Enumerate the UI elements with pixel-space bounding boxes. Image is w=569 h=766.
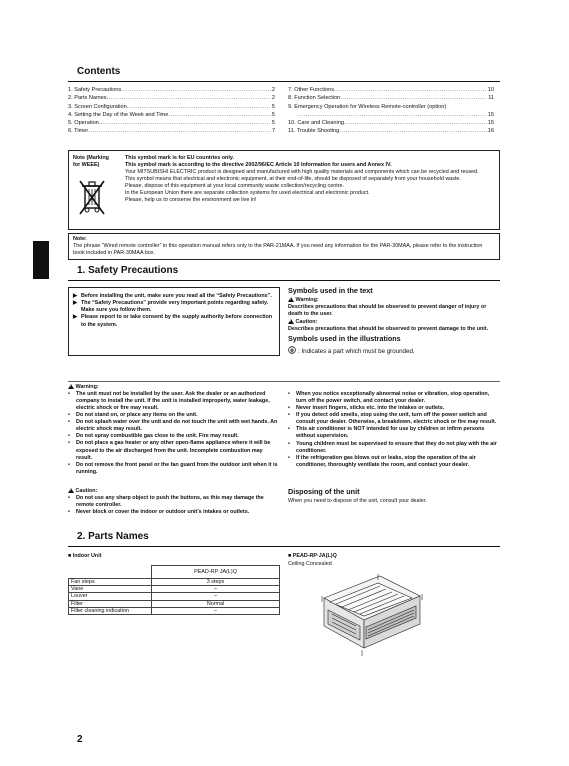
weee-label: Note (Marking for WEEE) bbox=[73, 155, 109, 168]
toc-left bbox=[68, 86, 275, 136]
list-item: • Do not place a gas heater or any other open-flame appliance where it will be exposed to the air discharged from the unit. Incomplete combustion may result. bbox=[68, 440, 271, 461]
disposing-section bbox=[288, 488, 498, 505]
list-item: ▶ The “Safety Precautions” provide very important points regarding safety. Make sure you follow them. bbox=[73, 300, 269, 314]
list-item: • The unit must not be installed by the user. Ask the dealer or an authorized company to install the unit. If the unit is installed improperly, water leakage, electric shock or fire may result. bbox=[68, 390, 270, 412]
list-item: • Never block or cover the indoor or outdoor unit’s intakes or outlets. bbox=[68, 509, 250, 516]
toc-entry[interactable]: 9. Emergency Operation for Wireless Remote-controller (option) bbox=[288, 103, 447, 110]
toc-entry[interactable]: 1. Safety Precautions ..... 2 bbox=[68, 86, 275, 94]
features-table bbox=[68, 565, 280, 615]
page-number: 2 bbox=[77, 734, 83, 745]
warning-list-right bbox=[288, 391, 500, 469]
row-value: 3 steps bbox=[152, 579, 280, 586]
row-value: – bbox=[152, 607, 280, 614]
table-row bbox=[69, 600, 280, 607]
model-subtitle: Ceiling Concealed bbox=[288, 561, 332, 567]
row-label: Fan steps bbox=[69, 579, 152, 586]
row-value: Normal bbox=[152, 600, 280, 607]
symbols-illus-title: Symbols used in the illustrations bbox=[288, 334, 401, 344]
row-value: – bbox=[152, 586, 280, 593]
warning-heading: Warning: bbox=[75, 384, 99, 390]
row-label: Vane bbox=[69, 586, 152, 593]
note-text: The phrase “Wired remote controller” in this operation manual refers only to the PAR-21MAA. If you need any information for the PAR-30MAA, please refer to the instruction book included in PAR-30MAA box. bbox=[73, 243, 483, 256]
row-label: Filter cleaning indication bbox=[69, 607, 152, 614]
weee-bold-2: This symbol mark is according to the directive 2002/96/EC Article 10 Information for users and Annex IV. bbox=[125, 162, 392, 169]
cautions-section bbox=[68, 488, 280, 516]
toc-entry[interactable]: 3. Screen Configuration ..... 5 bbox=[68, 103, 275, 111]
symbols-section bbox=[288, 287, 498, 357]
weee-para-4: In the European Union there are separate collection systems for used electrical and electronic product. bbox=[125, 190, 370, 197]
disposing-text: When you need to dispose of the unit, consult your dealer. bbox=[288, 497, 427, 504]
toc-entry[interactable]: 8. Function Selection ..... 11 bbox=[288, 94, 494, 102]
list-item: • When you notice exceptionally abnormal noise or vibration, stop operation, turn off the power switch, and contact your dealer. bbox=[288, 391, 490, 405]
row-label: Filter bbox=[69, 600, 152, 607]
warning-label: Warning: bbox=[295, 296, 319, 303]
parts-title: 2. Parts Names bbox=[77, 531, 149, 542]
caution-heading: Caution: bbox=[75, 488, 98, 494]
crossed-bin-icon bbox=[77, 177, 107, 220]
warning-triangle-icon bbox=[68, 384, 74, 389]
caution-triangle-icon bbox=[288, 319, 294, 324]
caution-desc: Describes precautions that should be observed to prevent damage to the unit. bbox=[288, 325, 489, 332]
warning-triangle-icon bbox=[288, 297, 294, 302]
list-item: ▶ Before installing the unit, make sure you read all the “Safety Precautions”. bbox=[73, 293, 272, 299]
list-item: • Do not stand on, or place any items on the unit. bbox=[68, 412, 198, 419]
ceiling-concealed-unit-illustration bbox=[320, 570, 425, 661]
toc-entry[interactable]: 6. Timer ..... 7 bbox=[68, 127, 275, 135]
weee-text bbox=[125, 155, 497, 204]
caution-triangle-icon bbox=[68, 488, 74, 493]
contents-rule bbox=[68, 81, 500, 82]
weee-para-1: Your MITSUBISHI ELECTRIC product is designed and manufactured with high quality materials and components which can be recycled and reused. bbox=[125, 169, 479, 176]
weee-box bbox=[68, 150, 500, 230]
list-item: • This air conditioner is NOT intended for use by children or infirm persons without supervision. bbox=[288, 426, 485, 440]
table-row bbox=[69, 579, 280, 586]
warnings-right bbox=[288, 391, 500, 469]
weee-para-2: This symbol means that electrical and electronic equipment, at their end-of-life, should be disposed of separately from your household waste. bbox=[125, 176, 461, 183]
contents-title: Contents bbox=[77, 66, 121, 77]
note-label: Note: bbox=[73, 236, 87, 242]
list-item: • Never insert fingers, sticks etc. into the intakes or outlets. bbox=[288, 405, 445, 412]
side-tab-marker bbox=[33, 241, 49, 279]
divider bbox=[68, 381, 500, 382]
safety-title: 1. Safety Precautions bbox=[77, 265, 179, 276]
list-item: • Do not remove the front panel or the fan guard from the outdoor unit when it is running. bbox=[68, 461, 278, 475]
ground-symbol-row bbox=[288, 346, 498, 357]
symbols-text-title: Symbols used in the text bbox=[288, 286, 373, 295]
toc-entry[interactable]: 10. Care and Cleaning ..... 15 bbox=[288, 119, 494, 127]
row-label: Louver bbox=[69, 593, 152, 600]
toc-entry[interactable]: 4. Setting the Day of the Week and Time ..... 5 bbox=[68, 111, 275, 119]
list-item: • Do not splash water over the unit and do not touch the unit with wet hands. An electric shock may result. bbox=[68, 419, 278, 433]
table-row bbox=[69, 586, 280, 593]
parts-rule bbox=[68, 546, 500, 547]
caution-label: Caution: bbox=[295, 318, 318, 325]
caution-symbol-row bbox=[288, 319, 498, 326]
list-item: • Do not use any sharp object to push the buttons, as this may damage the remote controller. bbox=[68, 494, 264, 508]
warning-symbol-row bbox=[288, 297, 498, 304]
toc-entry[interactable]: 11. Trouble Shooting ..... 16 bbox=[288, 127, 494, 135]
weee-para-5: Please, help us to conserve the environment we live in! bbox=[125, 197, 257, 204]
list-item: • If the refrigeration gas blows out or leaks, stop the operation of the air conditioner, thoroughly ventilate the room, and contact your dealer. bbox=[288, 454, 476, 468]
weee-para-3: Please, dispose of this equipment at your local community waste collection/recycling centre. bbox=[125, 183, 345, 190]
toc-entry[interactable]: 5. Operation ..... 5 bbox=[68, 119, 275, 127]
model-label: ■ PEAD-RP·JA(L)Q bbox=[288, 553, 337, 559]
table-header: PEAD-RP·JA(L)Q bbox=[152, 566, 280, 579]
indoor-unit-label: ■ Indoor Unit bbox=[68, 553, 102, 559]
safety-intro-box bbox=[68, 287, 280, 356]
list-item: • Do not spray combustible gas close to the unit. Fire may result. bbox=[68, 433, 239, 440]
row-value: – bbox=[152, 593, 280, 600]
ground-desc: : Indicates a part which must be grounded. bbox=[298, 347, 415, 355]
list-item: • If you detect odd smells, stop using the unit, turn off the power switch and consult your dealer. Otherwise, a breakdown, electric shock or fire may result. bbox=[288, 412, 497, 426]
weee-bold-1: This symbol mark is for EU countries only. bbox=[125, 155, 234, 161]
toc-entry[interactable]: 7. Other Functions ..... 10 bbox=[288, 86, 494, 94]
toc-entry[interactable]: 2. Parts Names ..... 2 bbox=[68, 94, 275, 102]
toc-entry-continued[interactable]: ..... 15 bbox=[288, 111, 494, 119]
disposing-title: Disposing of the unit bbox=[288, 487, 360, 496]
table-row bbox=[69, 607, 280, 614]
list-item: • Young children must be supervised to ensure that they do not play with the air conditioner. bbox=[288, 440, 497, 454]
warnings-left bbox=[68, 384, 280, 476]
table-header-row bbox=[69, 566, 280, 579]
list-item: ▶ Please report to or take consent by the supply authority before connection to the system. bbox=[73, 314, 273, 328]
safety-intro-list bbox=[73, 293, 275, 329]
table-row bbox=[69, 593, 280, 600]
table-corner-cell bbox=[69, 566, 152, 579]
caution-list bbox=[68, 495, 280, 516]
warning-list-left bbox=[68, 391, 280, 476]
warning-desc: Describes precautions that should be observed to prevent danger of injury or death to the user. bbox=[288, 303, 487, 317]
safety-rule bbox=[68, 280, 500, 281]
ground-icon bbox=[288, 346, 296, 357]
toc-right bbox=[288, 86, 494, 136]
note-box bbox=[68, 233, 500, 260]
